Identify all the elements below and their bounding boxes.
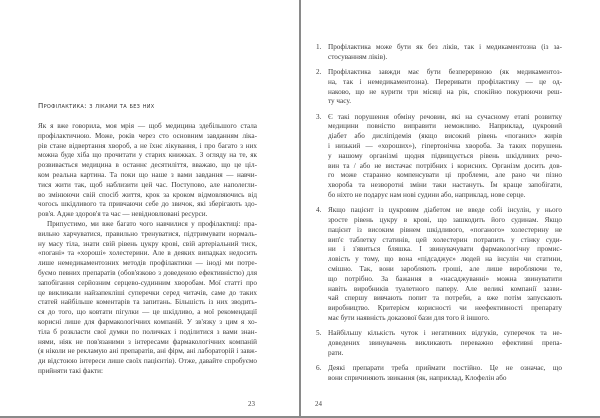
text-line: має бути наявність доказової бази для того й іншого. xyxy=(328,313,490,322)
text-line: Профілактика може бути як без ліків, так і медикаментозна (із за- xyxy=(328,43,562,51)
list-item xyxy=(316,43,562,63)
list-number: 5. xyxy=(316,329,322,338)
text-line: можна буде хіба що прочитати у старих книжках. З огляду на те, як xyxy=(38,151,257,160)
paragraph xyxy=(38,122,257,220)
text-line: ловість у тому, що вона «підсаджує» людей на інсулін чи статини, xyxy=(328,255,562,264)
text-line: го може старанно компенсувати ці проблеми, але рано чи пізно xyxy=(328,171,562,180)
text-line: ком реальна картина. Та поки що наше з вами завдання — навчи- xyxy=(38,170,257,179)
text-line: рати. xyxy=(328,348,344,357)
text-line: профілактичною. Може, років через сто основним завданням ліка- xyxy=(38,131,257,140)
text-line: виробництво. Критерієм корисності чи неефективності препарату xyxy=(328,304,562,313)
text-line: ну масу тіла, знати свій рівень цукру крові, свій артеріальний тиск, xyxy=(38,239,257,248)
page-number-left: 23 xyxy=(248,400,255,408)
page-number-right: 24 xyxy=(315,400,322,408)
text-line: рів стане відвертання хвороб, а не їхнє лікування, і про багато з них xyxy=(38,141,257,150)
text-line: запобігання серйозним серцево-судинним хворобам. Мої статті про xyxy=(38,278,257,287)
list-item xyxy=(316,206,562,324)
text-line: корисні лише для фармакологічних компаній. У зв'язку з цим я хо- xyxy=(38,317,257,326)
left-page-body xyxy=(38,122,257,377)
text-line: вони спричиняють звикання (як, наприклад, Клофелін або xyxy=(328,373,507,382)
list-number: 2. xyxy=(316,67,322,76)
text-line: бо ніхто не подарує нам нові судини або, наприклад, нове серце. xyxy=(328,190,526,199)
text-line: (я ніколи не рекламую ані препаратів, ані фірм, ані лабораторій і завж- xyxy=(38,347,257,356)
text-line: у нашому організмі щодня підвищується рівень шкідливих речо- xyxy=(328,151,562,160)
text-line: тіла б розкласти свої думки по поличках і поділитися з вами знан- xyxy=(38,327,257,336)
text-line: Як я вже говорила, моя мрія — щоб медицина здебільшого стала xyxy=(38,122,257,130)
text-line: Є такі порушення обміну речовин, які на сучасному етапі розвитку xyxy=(328,112,562,121)
text-line: Припустимо, ми вже багато чого навчилися у профілактиці: пра- xyxy=(47,219,257,228)
paragraph xyxy=(38,220,257,377)
text-line: доведених звинувачень викликають переважно ефективні препа- xyxy=(328,338,562,347)
text-line: ся до того, що ковтати пігулки — це шкідливо, а мої рекомендації xyxy=(38,308,257,317)
text-line: во змінюючи свій спосіб життя, крок за кроком відмовляючись від xyxy=(38,190,257,199)
text-line: Деякі препарати треба приймати постійно. Це не означає, що xyxy=(328,363,562,372)
list-item xyxy=(316,68,562,107)
list-number: 3. xyxy=(316,112,322,121)
text-line: стосуванням ліків). xyxy=(328,52,388,61)
list-item xyxy=(316,113,562,201)
text-line: «погані» та «хороші» холестерини. Але в деяких випадках недосить xyxy=(38,249,257,258)
text-line: пацієнт із високим рівнем шкідливого, «поганого» холестерину не xyxy=(328,225,562,234)
text-line: лише немедикаментозних методів профілактики — іноді ми потре- xyxy=(38,259,257,268)
text-line: що потрібно. За бажання в «насаджуванні» можна звинуватити xyxy=(328,274,562,283)
left-page xyxy=(0,0,299,416)
text-line: зросте рівень цукру в крові, що зашкодить його судинам. Якщо xyxy=(328,215,562,224)
list-number: 1. xyxy=(316,43,322,51)
text-line: і низький — «хороших»), гіпертонічна хвороба. За таких порушень xyxy=(328,141,562,150)
text-line: ди відстоюю інтереси лише своїх пацієнтів). Отже, давайте спробуємо xyxy=(38,357,257,366)
text-line: медицини повністю виправити неможливо. Наприклад, цукровий xyxy=(328,122,562,131)
text-line: буємо певних препаратів (обов'язково з доведеною ефективністю) для xyxy=(38,268,257,277)
text-line: чогось шкідливого та привчаючи себе до звичок, які зберігають здо- xyxy=(38,200,257,209)
text-line: смішно. Так, вони заробляють гроші, але лише виробляючи те, xyxy=(328,264,562,273)
text-line: прийняти такі факти: xyxy=(38,366,104,375)
text-line: наково, що не курити три місяці на рік, спокійно покурюючи реш- xyxy=(328,87,562,96)
text-line: Найбільшу кількість чуток і негативних відгуків, суперечок та не- xyxy=(328,329,562,338)
text-line: вильно харчуватися, правильно тренуватися, підтримувати нормаль- xyxy=(38,229,257,238)
list-number: 6. xyxy=(316,363,322,372)
text-line: діабет або дисліпідемія (якщо високий рівень «поганих» жирів xyxy=(328,132,562,141)
section-heading: Профілактика: з ліками та без них xyxy=(38,102,155,110)
text-line: вин та / або не вистачає потрібних і корисних. Організм досить дов- xyxy=(328,161,562,170)
text-line: навіть виробників туалетного паперу. Але великі компанії зазви- xyxy=(328,284,562,293)
text-line: ров'я. Адже здоров'я та час — невідновлювані ресурси. xyxy=(38,210,208,219)
text-line: тися жити так, щоб наблизити цей час. Поступово, але наполегли- xyxy=(38,180,257,189)
text-line: статей найбільше коментарів та запитань. Більшість із них зводить- xyxy=(38,298,257,307)
list-item xyxy=(316,329,562,358)
text-line: ту часу. xyxy=(328,97,352,106)
text-line: ни і з'явиться бляшка. І звинувачувати фармакологічну промис- xyxy=(328,245,562,254)
list-item xyxy=(316,364,562,384)
text-line: вип'є таблетку статинів, цей холестерин потрапить у стінку суди- xyxy=(328,235,562,244)
text-line: на, так і немедикаментозна). Переривати профілактику — це од- xyxy=(328,77,562,86)
text-line: чай спершу вивчають попит та потреби, а вже потім запускають xyxy=(328,294,562,303)
text-line: розвивається медицина в останнє десятиліття, вважаю, що це ціл- xyxy=(38,161,257,170)
text-line: нями, ніяк не пов'язаними з інтересами фармакологічних компаній xyxy=(38,337,257,346)
text-line: хвороба та незворотні зміни таки настануть. Їм краще запобігати, xyxy=(328,181,562,190)
right-page xyxy=(301,0,600,416)
list-number: 4. xyxy=(316,206,322,215)
numbered-list xyxy=(316,43,562,389)
text-line: Якщо пацієнт із цукровим діабетом не введе собі інсулін, у нього xyxy=(328,206,562,215)
text-line: Профілактика завжди має бути безперервною (як медикаментоз- xyxy=(328,67,562,76)
text-line: це викликали найзапекліші суперечки серед читачів, саме до таких xyxy=(38,288,257,297)
